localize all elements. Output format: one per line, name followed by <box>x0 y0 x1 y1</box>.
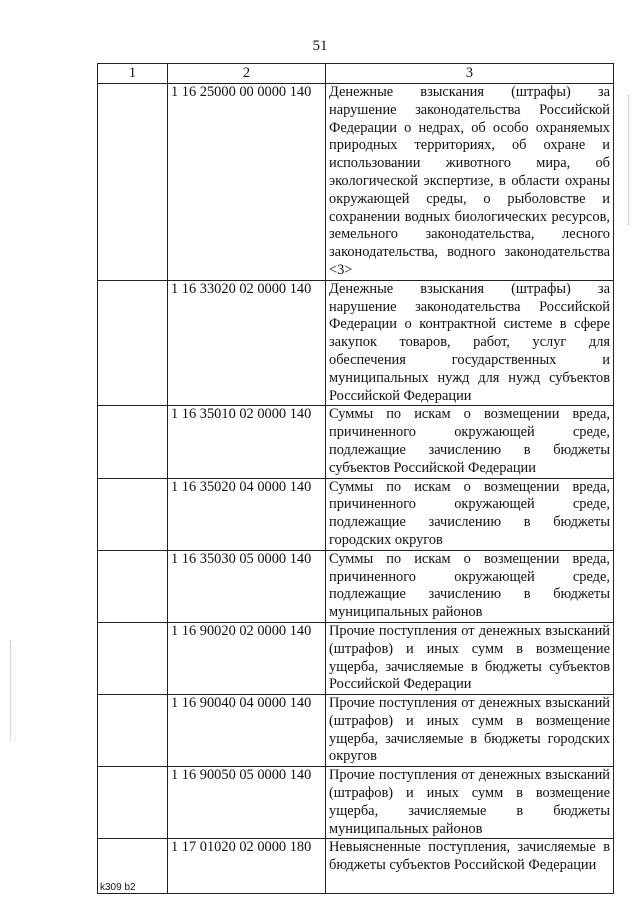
revenue-description: Суммы по искам о возмещении вреда, причиненного окружающей среде, подлежащие зачислению в бюджеты муниципальных районов <box>326 550 614 622</box>
revenue-description: Прочие поступления от денежных взысканий (штрафов) и иных сумм в возмещение ущерба, зачисляемые в бюджеты субъектов Российской Федерации <box>326 622 614 694</box>
scan-margin-mark-left <box>10 640 12 740</box>
row-blank-cell <box>98 280 168 406</box>
row-blank-cell <box>98 84 168 281</box>
table-row <box>98 406 614 478</box>
row-blank-cell <box>98 767 168 839</box>
revenue-description: Прочие поступления от денежных взысканий (штрафов) и иных сумм в возмещение ущерба, зачисляемые в бюджеты муниципальных районов <box>326 767 614 839</box>
revenue-code: 1 16 90040 04 0000 140 <box>168 695 326 767</box>
header-col-3: 3 <box>326 64 614 84</box>
revenue-description: Денежные взыскания (штрафы) за нарушение законодательства Российской Федерации о недрах, об особо охраняемых природных территориях, об охране и использовании животного мира, об экологической экспертизе, в области охраны окружающей среды, о рыболовстве и сохранении водных биологических ресурсов, земельного законодательства, лесного законодательства, водного законодательства <3> <box>326 84 614 281</box>
revenue-description: Денежные взыскания (штрафы) за нарушение законодательства Российской Федерации о контрактной системе в сфере закупок товаров, работ, услуг для обеспечения государственных и муниципальных нужд для нужд субъектов Российской Федерации <box>326 280 614 406</box>
revenue-code: 1 16 33020 02 0000 140 <box>168 280 326 406</box>
row-blank-cell <box>98 406 168 478</box>
revenue-code: 1 16 35020 04 0000 140 <box>168 478 326 550</box>
revenue-code: 1 16 35010 02 0000 140 <box>168 406 326 478</box>
header-col-1: 1 <box>98 64 168 84</box>
revenue-description: Суммы по искам о возмещении вреда, причиненного окружающей среде, подлежащие зачислению в бюджеты субъектов Российской Федерации <box>326 406 614 478</box>
table-row <box>98 767 614 839</box>
revenue-description: Невыясненные поступления, зачисляемые в бюджеты субъектов Российской Федерации <box>326 839 614 894</box>
table-row <box>98 622 614 694</box>
row-blank-cell <box>98 550 168 622</box>
footer-code: k309 b2 <box>100 882 136 893</box>
row-blank-cell <box>98 622 168 694</box>
table-row <box>98 839 614 894</box>
table-row <box>98 478 614 550</box>
table-row <box>98 695 614 767</box>
row-blank-cell <box>98 695 168 767</box>
page-number: 51 <box>312 38 328 54</box>
revenue-code: 1 16 25000 00 0000 140 <box>168 84 326 281</box>
revenue-code: 1 16 35030 05 0000 140 <box>168 550 326 622</box>
table-row <box>98 550 614 622</box>
row-blank-cell <box>98 478 168 550</box>
header-col-2: 2 <box>168 64 326 84</box>
revenue-code: 1 17 01020 02 0000 180 <box>168 839 326 894</box>
revenue-code: 1 16 90020 02 0000 140 <box>168 622 326 694</box>
table-row <box>98 280 614 406</box>
revenue-description: Суммы по искам о возмещении вреда, причиненного окружающей среде, подлежащие зачислению в бюджеты городских округов <box>326 478 614 550</box>
revenue-code: 1 16 90050 05 0000 140 <box>168 767 326 839</box>
revenue-description: Прочие поступления от денежных взысканий (штрафов) и иных сумм в возмещение ущерба, зачисляемые в бюджеты городских округов <box>326 695 614 767</box>
table-row <box>98 84 614 281</box>
revenue-code-table <box>97 63 614 894</box>
table-header-row <box>98 64 614 84</box>
scan-margin-mark-right <box>628 95 630 225</box>
